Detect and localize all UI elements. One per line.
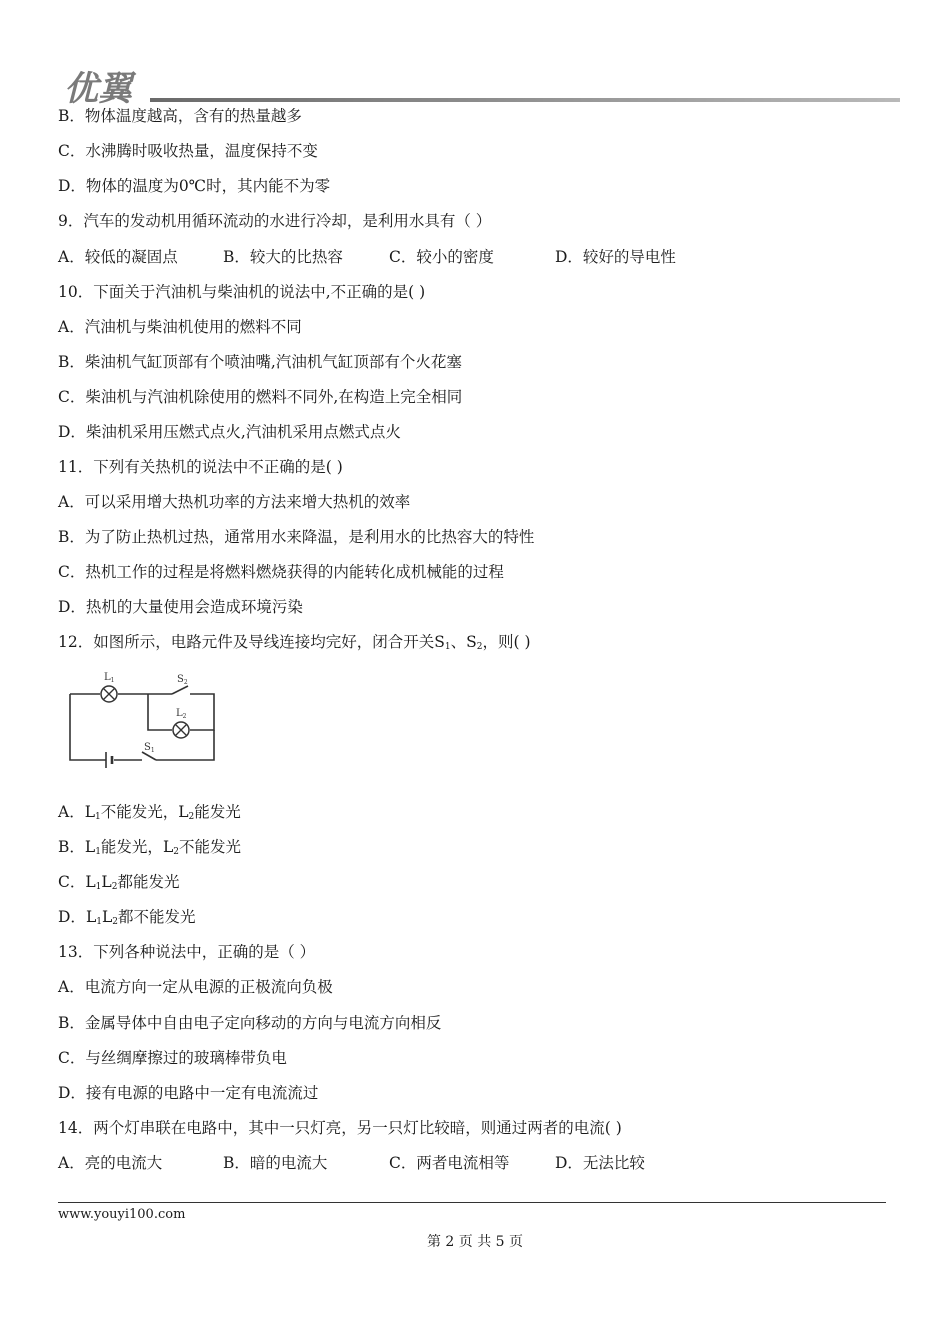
footer-rule bbox=[58, 1202, 886, 1203]
q12-c-letter: C． bbox=[58, 873, 86, 891]
q10-stem: 10．下面关于汽油机与柴油机的说法中,不正确的是( ) bbox=[58, 283, 426, 301]
label-s2: $S_2$ bbox=[177, 674, 188, 686]
q9-stem: 9．汽车的发动机用循环流动的水进行冷却，是利用水具有（ ） bbox=[58, 212, 492, 230]
branch-right-wire bbox=[190, 694, 214, 730]
label-s1: $S_1$ bbox=[144, 742, 155, 754]
q8-option-b: B．物体温度越高，含有的热量越多 bbox=[58, 107, 302, 125]
q12-c-l1-sub: 1 bbox=[95, 882, 102, 892]
footer-url[interactable]: www.youyi100.com bbox=[58, 1207, 186, 1222]
q9-options bbox=[58, 247, 758, 267]
q13-option-c: C．与丝绸摩擦过的玻璃棒带负电 bbox=[58, 1049, 287, 1067]
q9-option-a: A．较低的凝固点 bbox=[58, 248, 178, 266]
switch-s2-blade bbox=[172, 686, 188, 694]
q11-option-b: B．为了防止热机过热，通常用水来降温，是利用水的比热容大的特性 bbox=[58, 528, 535, 546]
q12-a-post: 能发光 bbox=[194, 803, 241, 821]
q11-option-a: A．可以采用增大热机功率的方法来增大热机的效率 bbox=[58, 493, 411, 511]
q14-option-a: A．亮的电流大 bbox=[58, 1154, 163, 1172]
q14-option-c: C．两者电流相等 bbox=[389, 1154, 510, 1172]
q9-option-d: D．较好的导电性 bbox=[555, 248, 676, 266]
q12-d-l2: L bbox=[101, 908, 113, 926]
circuit-diagram bbox=[64, 668, 224, 774]
q12-stem-s2-sub: 2 bbox=[476, 642, 483, 652]
q12-stem-s2: S bbox=[466, 633, 477, 651]
label-l1: $L_1$ bbox=[104, 672, 115, 684]
q12-stem bbox=[58, 632, 531, 652]
logo-text: 优翼 bbox=[64, 69, 132, 106]
label-l2: $L_2$ bbox=[176, 708, 187, 720]
q12-d-letter: D． bbox=[58, 908, 86, 926]
q12-c-l2-sub: 2 bbox=[111, 882, 118, 892]
q12-option-d bbox=[58, 907, 196, 927]
q8-option-c: C．水沸腾时吸收热量，温度保持不变 bbox=[58, 142, 318, 160]
q14-option-d: D．无法比较 bbox=[555, 1154, 645, 1172]
q12-b-post: 不能发光 bbox=[178, 838, 241, 856]
circuit-svg bbox=[64, 668, 224, 774]
q12-a-l1-sub: 1 bbox=[95, 812, 101, 822]
q14-option-b: B．暗的电流大 bbox=[223, 1154, 328, 1172]
q10-option-c: C．柴油机与汽油机除使用的燃料不同外,在构造上完全相同 bbox=[58, 388, 463, 406]
battery-icon bbox=[106, 752, 112, 768]
q11-option-c: C．热机工作的过程是将燃料燃烧获得的内能转化成机械能的过程 bbox=[58, 563, 504, 581]
branch-left-wire bbox=[148, 694, 172, 730]
q12-option-a bbox=[58, 802, 241, 822]
lamp-l2-icon bbox=[173, 722, 189, 738]
left-wire bbox=[70, 694, 106, 760]
q11-stem: 11．下列有关热机的说法中不正确的是( ) bbox=[58, 458, 343, 476]
q12-stem-s1-sub: 1 bbox=[444, 642, 451, 652]
q12-c-post: 都能发光 bbox=[117, 873, 180, 891]
q12-stem-s1: S bbox=[434, 633, 445, 651]
header-rule bbox=[150, 98, 900, 102]
q12-a-l2-sub: 2 bbox=[188, 812, 195, 822]
q13-option-a: A．电流方向一定从电源的正极流向负极 bbox=[58, 978, 333, 996]
page-number: 第 2 页 共 5 页 bbox=[426, 1234, 524, 1250]
q12-b-l1-sub: 1 bbox=[95, 847, 101, 857]
q12-b-l2: L bbox=[162, 838, 174, 856]
q12-d-l2-sub: 2 bbox=[112, 917, 118, 927]
q12-option-c bbox=[58, 872, 179, 892]
q13-stem: 13．下列各种说法中，正确的是（ ） bbox=[58, 943, 316, 961]
q12-stem-sep: 、 bbox=[450, 633, 467, 651]
q13-option-d: D．接有电源的电路中一定有电流流过 bbox=[58, 1084, 319, 1102]
q12-b-mid: 能发光， bbox=[100, 838, 163, 856]
q12-a-mid: 不能发光， bbox=[100, 803, 179, 821]
lamp-l1-icon bbox=[101, 686, 117, 702]
q12-a-l2: L bbox=[178, 803, 189, 821]
q11-option-d: D．热机的大量使用会造成环境污染 bbox=[58, 598, 303, 616]
q10-option-d: D．柴油机采用压燃式点火,汽油机采用点燃式点火 bbox=[58, 423, 401, 441]
q14-stem: 14．两个灯串联在电路中，其中一只灯亮，另一只灯比较暗，则通过两者的电流( ) bbox=[58, 1119, 622, 1137]
q12-d-post: 都不能发光 bbox=[118, 908, 196, 926]
q12-b-l1: L bbox=[84, 838, 96, 856]
q12-c-l1: L bbox=[85, 873, 96, 891]
q12-stem-post: ，则( ) bbox=[482, 633, 531, 651]
q10-option-b: B．柴油机气缸顶部有个喷油嘴,汽油机气缸顶部有个火花塞 bbox=[58, 353, 462, 371]
q12-d-l1: L bbox=[85, 908, 97, 926]
q9-option-b: B．较大的比热容 bbox=[223, 248, 343, 266]
q13-option-b: B．金属导体中自由电子定向移动的方向与电流方向相反 bbox=[58, 1014, 442, 1032]
q10-option-a: A．汽油机与柴油机使用的燃料不同 bbox=[58, 318, 302, 336]
q12-d-l1-sub: 1 bbox=[96, 917, 102, 927]
q14-options bbox=[58, 1153, 758, 1173]
q12-a-l1: L bbox=[84, 803, 95, 821]
q12-b-l2-sub: 2 bbox=[173, 847, 179, 857]
q12-b-letter: B． bbox=[58, 838, 85, 856]
q12-stem-pre: 12．如图所示，电路元件及导线连接均完好，闭合开关 bbox=[58, 633, 435, 651]
q12-c-l2: L bbox=[101, 873, 112, 891]
q8-option-d: D．物体的温度为0℃时，其内能不为零 bbox=[58, 177, 331, 195]
q12-a-letter: A． bbox=[58, 803, 85, 821]
q9-option-c: C．较小的密度 bbox=[389, 248, 494, 266]
q12-option-b bbox=[58, 837, 241, 857]
